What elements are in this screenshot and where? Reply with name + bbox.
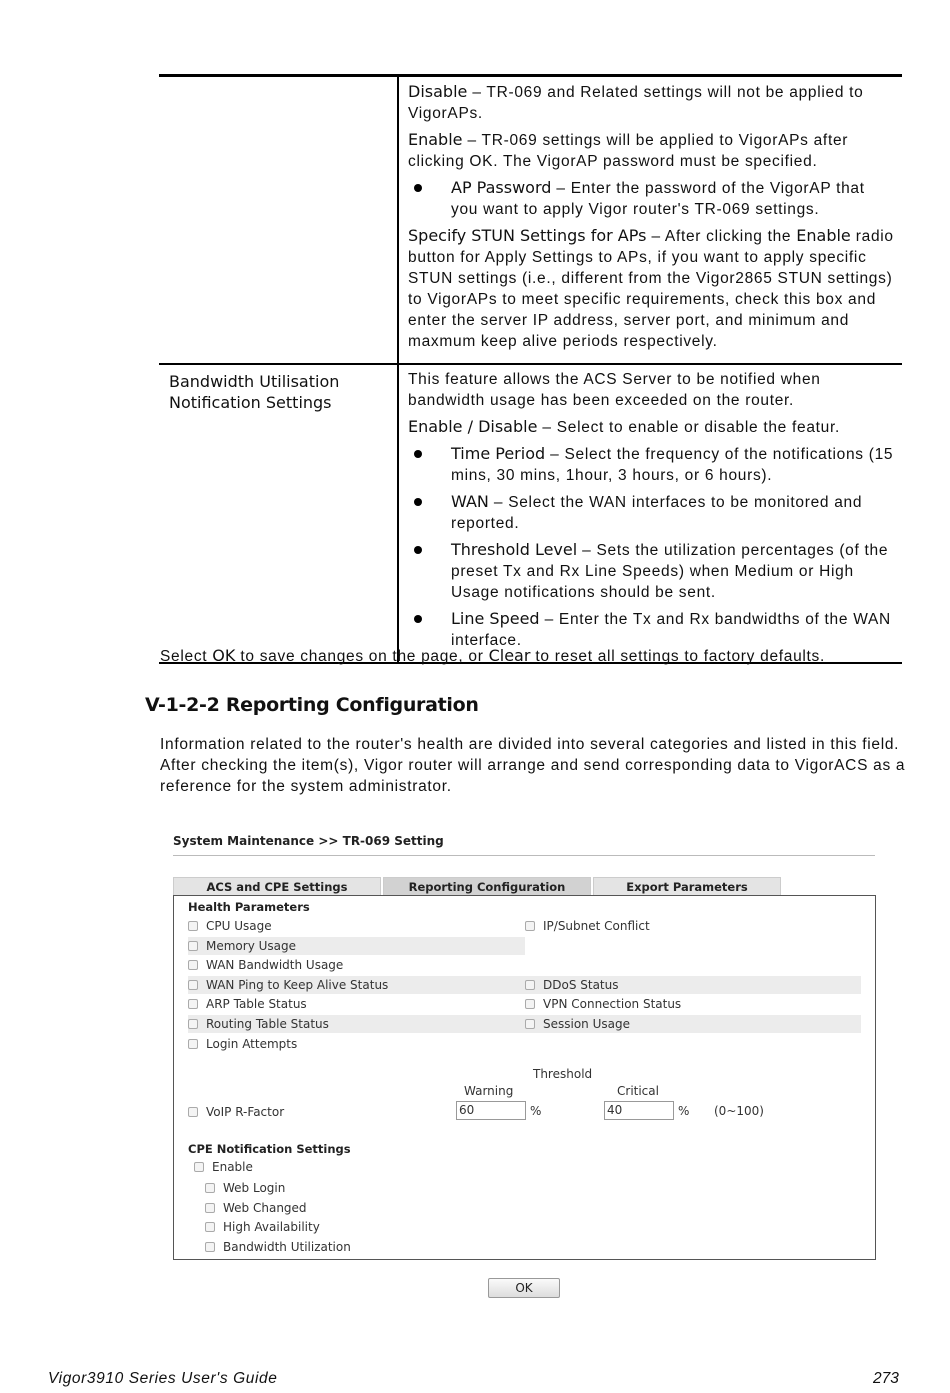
threshold-bullet: Threshold Level – Sets the utilization percentages (of the preset Tx and Rx Line Speeds) when Medium or High Usage notifications should be sent. (408, 539, 894, 603)
row-description (399, 365, 902, 662)
checkbox-vpn-connection-status[interactable]: VPN Connection Status (525, 995, 825, 1013)
health-parameters-header: Health Parameters (188, 900, 310, 914)
time-period-bullet: Time Period – Select the frequency of the notifications (15 mins, 30 mins, 1hour, 3 hours, or 6 hours). (408, 443, 894, 486)
section-body: Information related to the router's health are divided into several categories and listed in this field. After checking the item(s), Vigor router will arrange and send corresponding data to VigorACS as a reference for the system administrator. (160, 736, 906, 795)
checkbox-icon[interactable] (188, 960, 198, 970)
bandwidth-intro: This feature allows the ACS Server to be notified when bandwidth usage has been exceeded on the router. (408, 371, 821, 409)
checkbox-icon[interactable] (205, 1183, 215, 1193)
line-speed-bullet: Line Speed – Enter the Tx and Rx bandwidths of the WAN interface. (408, 608, 894, 651)
checkbox-icon[interactable] (188, 941, 198, 951)
save-note: Select OK to save changes on the page, or Clear to reset all settings to factory defaults. (160, 646, 826, 665)
checkbox-cpe-enable[interactable]: Enable (194, 1158, 394, 1176)
warning-input[interactable]: 60 (456, 1101, 526, 1120)
checkbox-icon[interactable] (188, 921, 198, 931)
breadcrumb: System Maintenance >> TR-069 Setting (173, 834, 444, 848)
checkbox-icon[interactable] (525, 921, 535, 931)
checkbox-session-usage[interactable]: Session Usage (525, 1015, 825, 1033)
checkbox-wan-ping[interactable]: WAN Ping to Keep Alive Status (188, 976, 861, 994)
checkbox-web-login[interactable]: Web Login (205, 1179, 405, 1197)
checkbox-memory-usage[interactable]: Memory Usage (188, 937, 525, 955)
warning-label: Warning (464, 1084, 514, 1098)
ap-password-bullet: AP Password – Enter the password of the VigorAP that you want to apply Vigor router's TR-069 settings. (408, 177, 894, 220)
tab-export-parameters[interactable]: Export Parameters (593, 877, 781, 895)
ok-button[interactable]: OK (488, 1278, 560, 1298)
checkbox-icon[interactable] (205, 1203, 215, 1213)
tab-bar (173, 877, 783, 895)
router-screenshot (170, 830, 880, 1310)
footer-guide-title: Vigor3910 Series User's Guide (48, 1370, 278, 1387)
enable-disable-desc: Enable / Disable – Select to enable or disable the featur. (408, 417, 840, 436)
checkbox-icon[interactable] (205, 1242, 215, 1252)
table-row (159, 74, 902, 363)
divider (173, 855, 875, 856)
checkbox-icon[interactable] (205, 1222, 215, 1232)
checkbox-icon[interactable] (188, 1107, 198, 1117)
warning-percent: % (530, 1104, 542, 1118)
row-label-empty (159, 77, 399, 363)
checkbox-icon[interactable] (188, 980, 198, 990)
checkbox-web-changed[interactable]: Web Changed (205, 1199, 405, 1217)
checkbox-high-availability[interactable]: High Availability (205, 1218, 405, 1236)
checkbox-login-attempts[interactable]: Login Attempts (188, 1035, 525, 1053)
checkbox-cpu-usage[interactable]: CPU Usage (188, 917, 525, 935)
enable-desc: Enable – TR-069 settings will be applied to VigorAPs after clicking OK. The VigorAP password must be specified. (408, 130, 849, 170)
checkbox-icon[interactable] (188, 1019, 198, 1029)
tab-acs-cpe-settings[interactable]: ACS and CPE Settings (173, 877, 381, 895)
checkbox-icon[interactable] (525, 980, 535, 990)
row-description (399, 77, 902, 363)
disable-desc: Disable – TR-069 and Related settings will not be applied to VigorAPs. (408, 82, 864, 122)
checkbox-icon[interactable] (188, 1039, 198, 1049)
checkbox-ip-subnet-conflict[interactable]: IP/Subnet Conflict (525, 917, 825, 935)
cpe-notification-header: CPE Notification Settings (188, 1142, 351, 1156)
page-number: 273 (873, 1370, 899, 1387)
critical-label: Critical (617, 1084, 659, 1098)
row-label: Bandwidth Utilisation Notification Settings (159, 365, 399, 662)
checkbox-icon[interactable] (188, 999, 198, 1009)
settings-table (159, 74, 902, 664)
section-title: V-1-2-2 Reporting Configuration (145, 694, 479, 716)
tab-reporting-configuration[interactable]: Reporting Configuration (383, 877, 591, 895)
checkbox-icon[interactable] (525, 999, 535, 1009)
threshold-label: Threshold (533, 1067, 593, 1081)
table-row (159, 363, 902, 664)
checkbox-bandwidth-utilization[interactable]: Bandwidth Utilization (205, 1238, 405, 1256)
stun-desc: Specify STUN Settings for APs – After clicking the Enable radio button for Apply Settings to APs, if you want to apply specific STUN settings (i.e., different from the Vigor2865 STUN settings) to VigorAPs to meet specific requirements, check this box and enter the server IP address, server port, and minimum and maxmum keep alive periods respectively. (408, 226, 894, 350)
critical-percent: % (678, 1104, 690, 1118)
critical-input[interactable]: 40 (604, 1101, 674, 1120)
checkbox-wan-bandwidth-usage[interactable]: WAN Bandwidth Usage (188, 956, 525, 974)
checkbox-routing-table-status[interactable]: Routing Table Status (188, 1015, 861, 1033)
checkbox-arp-table-status[interactable]: ARP Table Status (188, 995, 525, 1013)
checkbox-icon[interactable] (194, 1162, 204, 1172)
range-hint: (0~100) (714, 1104, 764, 1118)
reporting-panel (173, 895, 876, 1260)
checkbox-icon[interactable] (525, 1019, 535, 1029)
checkbox-ddos-status[interactable]: DDoS Status (525, 976, 825, 994)
checkbox-voip-r-factor[interactable]: VoIP R-Factor (188, 1103, 388, 1121)
wan-bullet: WAN – Select the WAN interfaces to be monitored and reported. (408, 491, 894, 534)
